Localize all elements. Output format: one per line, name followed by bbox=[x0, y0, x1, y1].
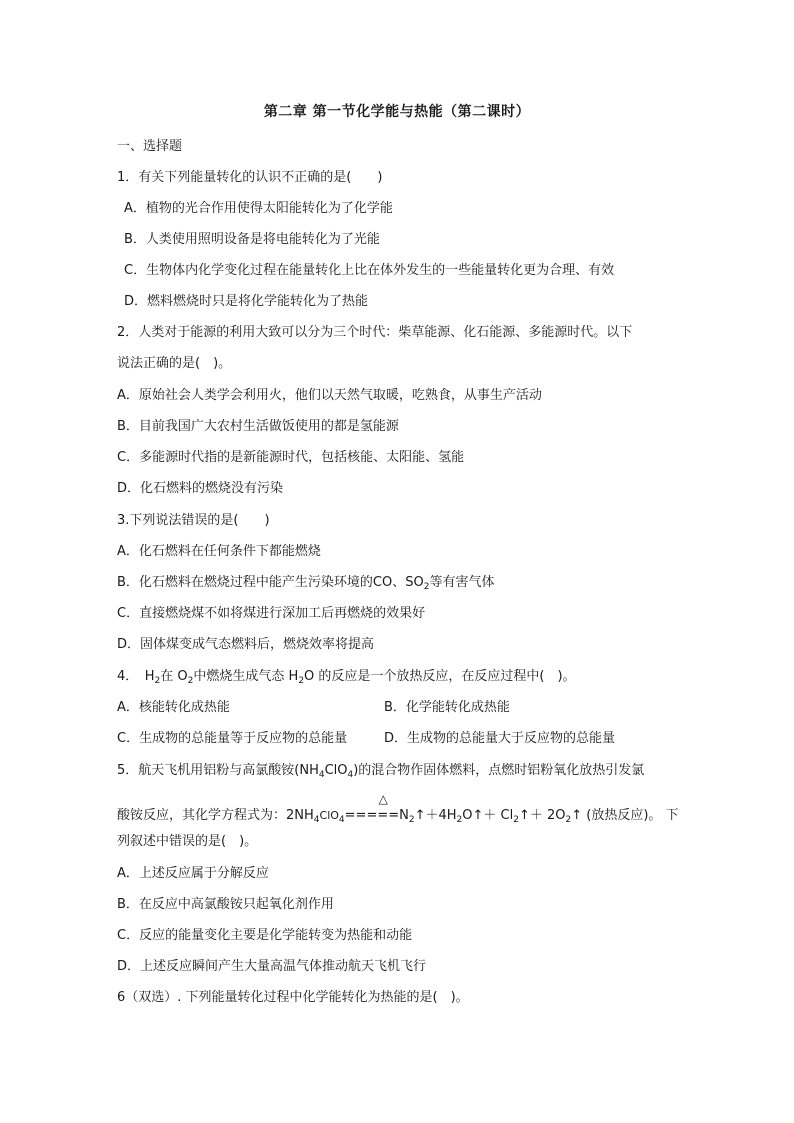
question-3-option-d: D．固体煤变成气态燃料后，燃烧效率将提高 bbox=[117, 637, 375, 652]
equation-part: ↑ (放热反应)。 下 bbox=[571, 808, 679, 823]
question-1-option-a: A．植物的光合作用使得太阳能转化为了化学能 bbox=[124, 201, 393, 216]
subscript: 2 bbox=[423, 582, 430, 592]
equation-part: 酸铵反应，其化学方程式为：2NH bbox=[117, 808, 314, 823]
question-4-stem-part: 4． H bbox=[117, 669, 155, 684]
question-3-option-b-text: B．化石燃料在燃烧过程中能产生污染环境的CO、SO bbox=[117, 575, 424, 590]
question-2-option-c: C．多能源时代指的是新能源时代，包括核能、太阳能、氢能 bbox=[117, 450, 465, 465]
question-4-stem bbox=[117, 665, 576, 686]
equation-part: ClO bbox=[319, 809, 339, 822]
subscript: 4 bbox=[318, 770, 325, 780]
question-3-option-c: C．直接燃烧煤不如将煤进行深加工后再燃烧的效果好 bbox=[117, 606, 426, 621]
question-5-stem-part: )的混合物作固体燃料，点燃时铝粉氧化放热引发氯 bbox=[353, 763, 645, 778]
equation-part: O↑＋ Cl bbox=[462, 808, 514, 823]
question-5-option-c: C．反应的能量变化主要是化学能转变为热能和动能 bbox=[117, 928, 413, 943]
question-5-option-b: B．在反应中高氯酸铵只起氧化剂作用 bbox=[117, 897, 334, 912]
question-4-stem-part: O 的反应是一个放热反应，在反应过程中( )。 bbox=[304, 669, 576, 684]
question-5-stem-line1 bbox=[117, 759, 644, 780]
question-4-option-c: C．生成物的总能量等于反应物的总能量 bbox=[117, 731, 348, 746]
equation-part: ↑＋ 2O bbox=[518, 808, 566, 823]
question-1-stem: 1．有关下列能量转化的认识不正确的是( ) bbox=[117, 170, 383, 185]
equation-part: ↑＋4H bbox=[414, 808, 457, 823]
subscript: 2 bbox=[298, 676, 305, 686]
question-1-option-b: B．人类使用照明设备是将电能转化为了光能 bbox=[124, 232, 380, 247]
question-4-stem-part: 在 O bbox=[160, 669, 188, 684]
question-5-stem-line3: 列叙述中错误的是( )。 bbox=[117, 834, 258, 849]
page-title: 第二章 第一节化学能与热能（第二课时） bbox=[263, 104, 531, 120]
subscript: 4 bbox=[347, 770, 354, 780]
section-heading: 一、选择题 bbox=[117, 139, 183, 154]
subscript: 4 bbox=[338, 815, 345, 825]
question-3-option-b bbox=[117, 571, 494, 592]
question-5-stem-part: ClO bbox=[324, 763, 348, 778]
subscript: 2 bbox=[187, 676, 194, 686]
question-3-option-a: A．化石燃料在任何条件下都能燃烧 bbox=[117, 544, 321, 559]
question-4-option-b: B．化学能转化成热能 bbox=[384, 700, 510, 715]
question-3-stem: 3.下列说法错误的是( ) bbox=[117, 513, 270, 528]
question-4-stem-part: 中燃烧生成气态 H bbox=[193, 669, 299, 684]
question-5-option-d: D．上述反应瞬间产生大量高温气体推动航天飞机飞行 bbox=[117, 959, 427, 974]
subscript: 2 bbox=[456, 815, 463, 825]
equation-part: N bbox=[399, 808, 409, 823]
question-4-option-a: A．核能转化成热能 bbox=[117, 700, 230, 715]
question-6-stem: 6（双选）. 下列能量转化过程中化学能转化为热能的是( )。 bbox=[117, 990, 469, 1005]
question-2-stem-line2: 说法正确的是( )。 bbox=[117, 356, 232, 371]
question-1-option-d: D．燃料燃烧时只是将化学能转化为了热能 bbox=[124, 294, 369, 309]
question-5-equation-line bbox=[117, 792, 679, 825]
question-2-option-d: D．化石燃料的燃烧没有污染 bbox=[117, 481, 284, 496]
question-2-option-a: A．原始社会人类学会利用火，他们以天然气取暖，吃熟食，从事生产活动 bbox=[117, 388, 542, 403]
question-5-stem-part: 5．航天飞机用铝粉与高氯酸铵(NH bbox=[117, 763, 319, 778]
question-1-option-c: C．生物体内化学变化过程在能量转化上比在体外发生的一些能量转化更为合理、有效 bbox=[124, 263, 615, 278]
question-5-option-a: A．上述反应属于分解反应 bbox=[117, 866, 269, 881]
question-2-option-b: B．目前我国广大农村生活做饭使用的都是氢能源 bbox=[117, 419, 399, 434]
subscript: 4 bbox=[313, 815, 320, 825]
question-4-option-d: D．生成物的总能量大于反应物的总能量 bbox=[384, 731, 616, 746]
subscript: 2 bbox=[154, 676, 161, 686]
question-2-stem-line1: 2．人类对于能源的利用大致可以分为三个时代：柴草能源、化石能源、多能源时代。以下 bbox=[117, 325, 633, 340]
heating-condition-symbol: △ bbox=[378, 792, 388, 806]
question-3-option-b-tail: 等有害气体 bbox=[429, 575, 495, 590]
subscript: 2 bbox=[408, 815, 415, 825]
equation-arrow bbox=[344, 792, 400, 823]
equals-sign: ===== bbox=[344, 808, 400, 823]
subscript: 2 bbox=[565, 815, 572, 825]
subscript: 2 bbox=[513, 815, 519, 825]
